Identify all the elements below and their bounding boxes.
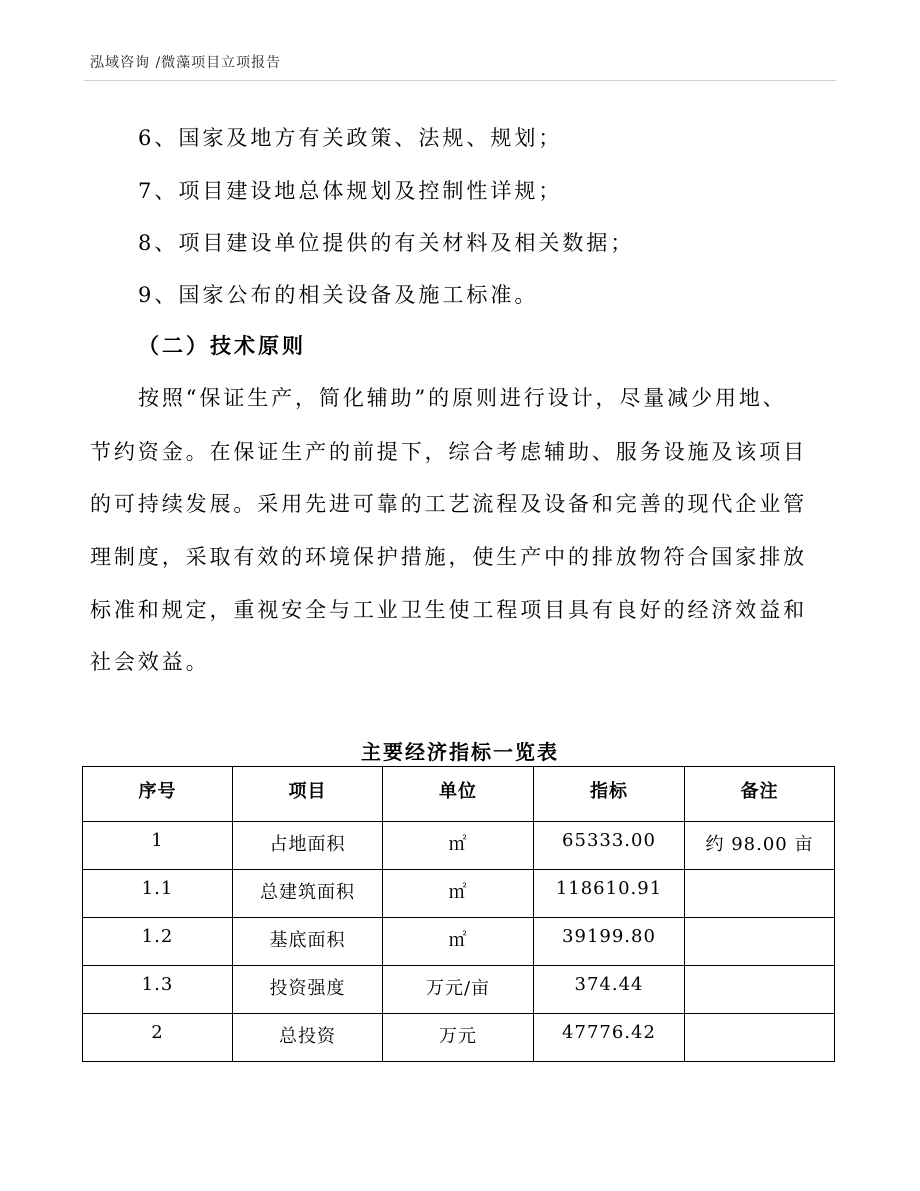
- table-row: [83, 918, 835, 966]
- header-cell-note: 备注: [685, 767, 835, 822]
- cell-seq: 1.3: [83, 966, 233, 1014]
- basis-item-7: 7、项目建设地总体规划及控制性详规；: [138, 179, 563, 203]
- table-row: [83, 822, 835, 870]
- table-row: [83, 966, 835, 1014]
- cell-seq: 2: [83, 1014, 233, 1062]
- basis-item-9: 9、国家公布的相关设备及施工标准。: [138, 283, 539, 307]
- cell-unit: ㎡: [383, 870, 534, 918]
- cell-unit: ㎡: [383, 918, 534, 966]
- paragraph-line: 节约资金。在保证生产的前提下，综合考虑辅助、服务设施及该项目: [90, 440, 807, 464]
- basis-item-6: 6、国家及地方有关政策、法规、规划；: [138, 126, 563, 150]
- header-cell-item: 项目: [233, 767, 383, 822]
- table-row: [83, 870, 835, 918]
- cell-note: 约 98.00 亩: [685, 822, 835, 870]
- cell-item: 总投资: [233, 1014, 383, 1062]
- cell-value: 65333.00: [534, 822, 685, 870]
- cell-unit: 万元: [383, 1014, 534, 1062]
- cell-note: [685, 918, 835, 966]
- cell-value: 47776.42: [534, 1014, 685, 1062]
- cell-value: 374.44: [534, 966, 685, 1014]
- paragraph-line: 社会效益。: [90, 650, 210, 674]
- economic-indicators-table: [82, 766, 835, 1062]
- cell-seq: 1.2: [83, 918, 233, 966]
- cell-item: 基底面积: [233, 918, 383, 966]
- cell-note: [685, 1014, 835, 1062]
- header-divider: [84, 80, 836, 81]
- basis-item-8: 8、项目建设单位提供的有关材料及相关数据；: [138, 231, 635, 255]
- cell-value: 39199.80: [534, 918, 685, 966]
- cell-note: [685, 870, 835, 918]
- table-header-row: [83, 767, 835, 822]
- header-cell-value: 指标: [534, 767, 685, 822]
- paragraph-line: 理制度，采取有效的环境保护措施，使生产中的排放物符合国家排放: [90, 545, 807, 569]
- paragraph-line: 按照“保证生产，简化辅助”的原则进行设计，尽量减少用地、: [138, 386, 787, 410]
- cell-unit: 万元/亩: [383, 966, 534, 1014]
- cell-item: 总建筑面积: [233, 870, 383, 918]
- table-row: [83, 1014, 835, 1062]
- cell-unit: ㎡: [383, 822, 534, 870]
- paragraph-line: 的可持续发展。采用先进可靠的工艺流程及设备和完善的现代企业管: [90, 492, 807, 516]
- cell-value: 118610.91: [534, 870, 685, 918]
- section-title: （二）技术原则: [138, 333, 306, 358]
- cell-seq: 1.1: [83, 870, 233, 918]
- header-cell-seq: 序号: [83, 767, 233, 822]
- cell-seq: 1: [83, 822, 233, 870]
- cell-note: [685, 966, 835, 1014]
- cell-item: 占地面积: [233, 822, 383, 870]
- paragraph-line: 标准和规定，重视安全与工业卫生使工程项目具有良好的经济效益和: [90, 598, 807, 622]
- table-title: 主要经济指标一览表: [361, 740, 559, 764]
- page-header: 泓域咨询 /微藻项目立项报告: [90, 55, 282, 71]
- cell-item: 投资强度: [233, 966, 383, 1014]
- header-cell-unit: 单位: [383, 767, 534, 822]
